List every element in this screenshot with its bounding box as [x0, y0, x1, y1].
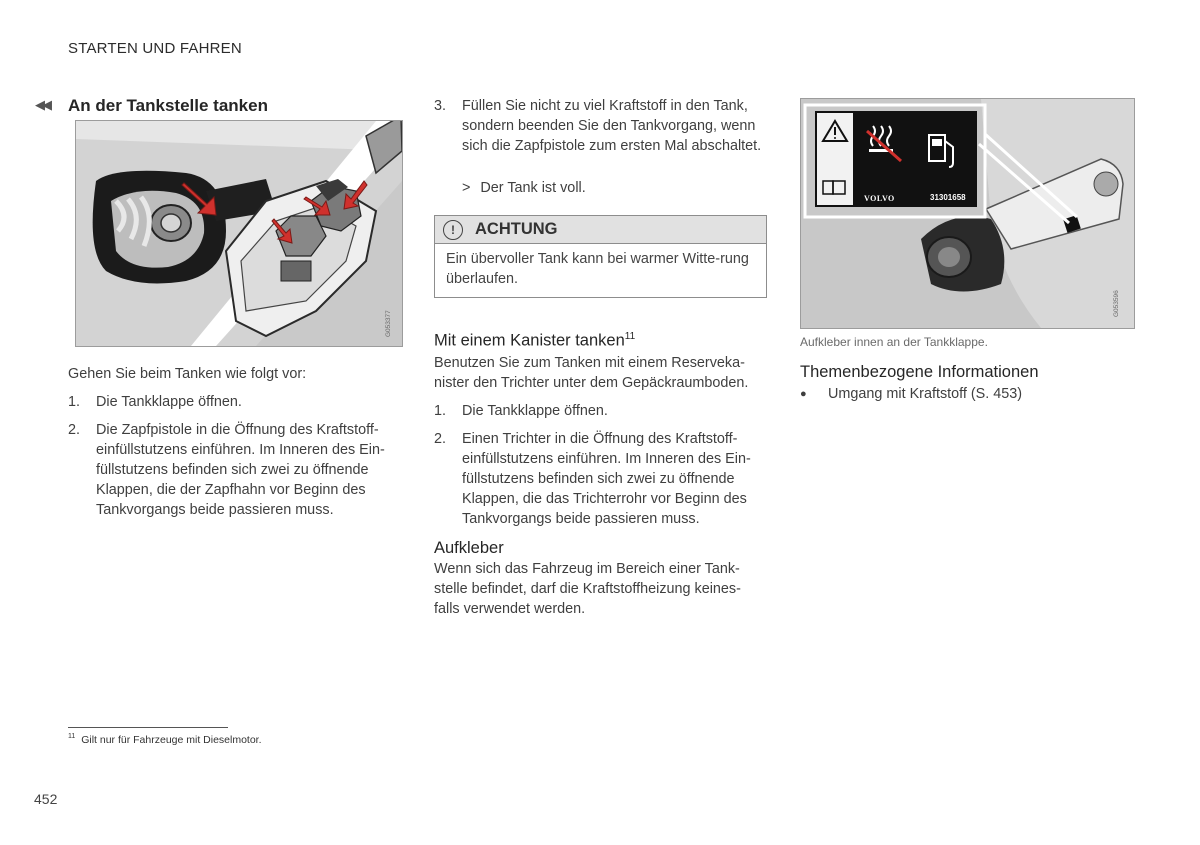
- canister-heading-text: Mit einem Kanister tanken: [434, 331, 625, 350]
- page-number: 452: [34, 791, 58, 807]
- step-text: Die Tankklappe öffnen.: [462, 403, 608, 419]
- warning-header: [435, 216, 766, 244]
- warning-text: Ein übervoller Tank kann bei warmer Witte-rung überlaufen.: [446, 251, 749, 287]
- step-text: Die Tankklappe öffnen.: [96, 394, 242, 410]
- sticker-heading: Aufkleber: [434, 539, 504, 557]
- step-number: 2.: [434, 431, 447, 447]
- bullet-icon: ●: [800, 388, 807, 400]
- step-text: Die Zapfpistole in die Öffnung des Kraftstoff-einfüllstutzens einführen. Im Inneren des Ein-füllstutzens befinden sich zwei zu öffnende Klappen, die der Zapfhahn vor Beginn des Tankvorgangs beide passieren muss.: [96, 422, 385, 518]
- figure-code: G053596: [1113, 290, 1120, 317]
- refuel-steps-list: [68, 392, 388, 528]
- canister-text: Benutzen Sie zum Tanken mit einem Reserveka-nister den Trichter unter dem Gepäckraumboden.: [434, 355, 749, 391]
- sticker-part-number: 31301658: [930, 193, 966, 202]
- sticker-text: Wenn sich das Fahrzeug im Bereich einer Tank-stelle befindet, darf die Kraftstoffheizung keines-falls verwendet werden.: [434, 561, 741, 617]
- footnote: [68, 733, 262, 746]
- double-chevron-left-icon[interactable]: ◀◀: [35, 97, 49, 112]
- canister-steps-list: [434, 401, 768, 537]
- result-marker: >: [462, 180, 471, 196]
- fuel-filler-illustration: [75, 120, 403, 347]
- step-number: 3.: [434, 98, 447, 114]
- footnote-number: 11: [68, 733, 76, 740]
- fuel-flap-sticker-photo: [800, 98, 1135, 329]
- step-text: Einen Trichter in die Öffnung des Kraftstoff-einfüllstutzens einführen. Im Inneren des Ein-füllstutzens befinden sich zwei zu öffnende Klappen, die das Trichterrohr vor Beginn des Tankvorgangs beide passieren muss.: [462, 431, 751, 527]
- page-title: An der Tankstelle tanken: [68, 96, 268, 115]
- footnote-divider: [68, 727, 228, 728]
- warning-title: ACHTUNG: [475, 220, 558, 238]
- list-item: [434, 429, 768, 529]
- refuel-steps-continued: [434, 96, 768, 160]
- intro-text: Gehen Sie beim Tanken wie folgt vor:: [68, 366, 307, 382]
- figure-caption: Aufkleber innen an der Tankklappe.: [800, 335, 988, 349]
- footnote-text: Gilt nur für Fahrzeuge mit Dieselmotor.: [81, 733, 262, 746]
- step-result: [462, 178, 762, 198]
- sticker-brand-label: VOLVO: [864, 194, 895, 203]
- step-number: 1.: [68, 394, 81, 410]
- related-link[interactable]: [800, 384, 1158, 404]
- warning-exclamation-icon: !: [443, 220, 463, 240]
- step-number: 1.: [434, 403, 447, 419]
- step-text: Füllen Sie nicht zu viel Kraftstoff in den Tank, sondern beenden Sie den Tankvorgang, wenn sich die Zapfpistole zum ersten Mal abschaltet.: [462, 98, 762, 154]
- warning-box: [434, 215, 767, 298]
- section-header: STARTEN UND FAHREN: [68, 40, 242, 57]
- step-number: 2.: [68, 422, 81, 438]
- fuel-filler-drawing: [76, 121, 402, 346]
- related-link-text[interactable]: Umgang mit Kraftstoff (S. 453): [828, 386, 1023, 402]
- list-item: [434, 96, 768, 156]
- figure-code: G053377: [385, 310, 392, 337]
- list-item: [434, 401, 768, 421]
- fuel-flap-drawing: [801, 99, 1134, 328]
- list-item: [68, 420, 388, 520]
- result-text: Der Tank ist voll.: [480, 180, 586, 196]
- list-item: [68, 392, 388, 412]
- footnote-reference[interactable]: 11: [624, 331, 636, 342]
- canister-heading: [434, 331, 635, 351]
- related-heading: Themenbezogene Informationen: [800, 363, 1039, 381]
